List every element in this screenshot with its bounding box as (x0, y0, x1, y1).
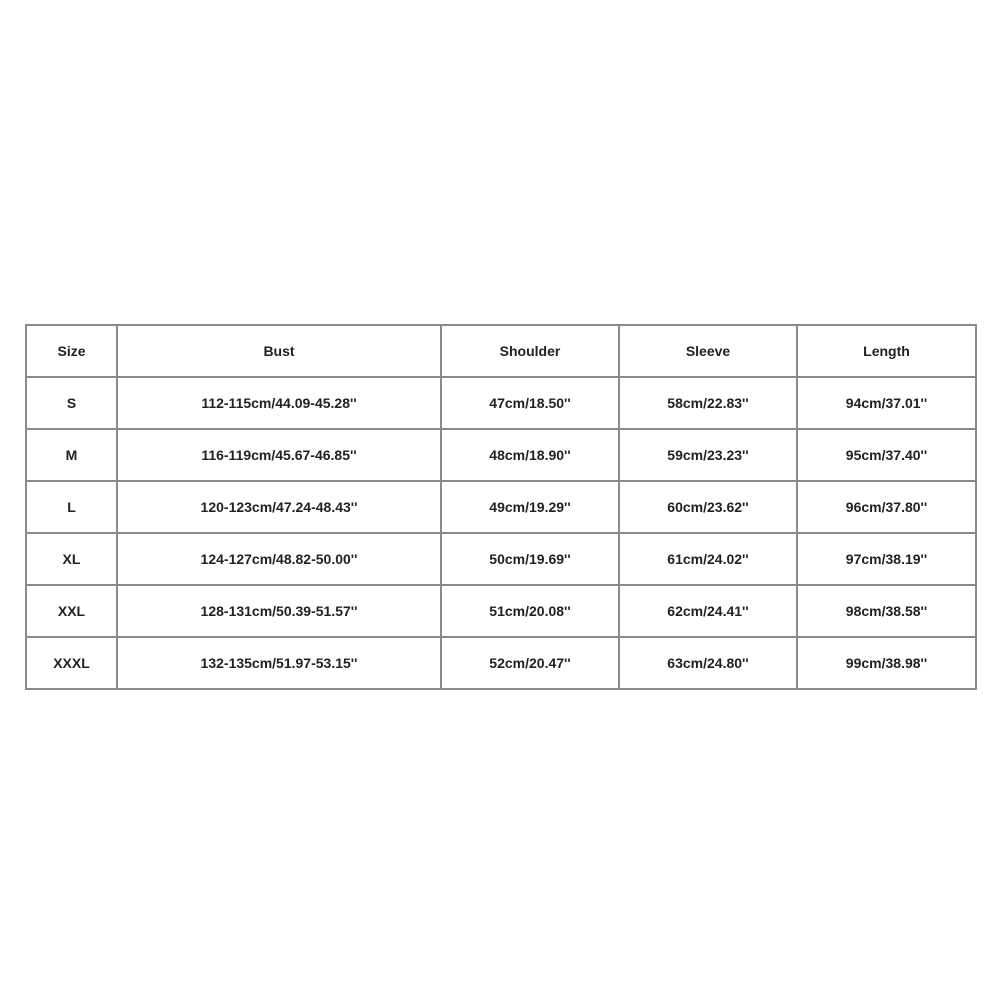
column-header-size: Size (26, 325, 117, 377)
table-row (26, 533, 976, 585)
sleeve-cell: 63cm/24.80'' (619, 637, 797, 689)
bust-cell: 120-123cm/47.24-48.43'' (117, 481, 441, 533)
size-cell: M (26, 429, 117, 481)
sleeve-cell: 60cm/23.62'' (619, 481, 797, 533)
length-cell: 96cm/37.80'' (797, 481, 976, 533)
table-row (26, 637, 976, 689)
column-header-sleeve: Sleeve (619, 325, 797, 377)
bust-cell: 124-127cm/48.82-50.00'' (117, 533, 441, 585)
length-cell: 98cm/38.58'' (797, 585, 976, 637)
table-row (26, 585, 976, 637)
column-header-shoulder: Shoulder (441, 325, 619, 377)
bust-cell: 112-115cm/44.09-45.28'' (117, 377, 441, 429)
length-cell: 95cm/37.40'' (797, 429, 976, 481)
table-row (26, 481, 976, 533)
sleeve-cell: 58cm/22.83'' (619, 377, 797, 429)
shoulder-cell: 47cm/18.50'' (441, 377, 619, 429)
bust-cell: 116-119cm/45.67-46.85'' (117, 429, 441, 481)
length-cell: 94cm/37.01'' (797, 377, 976, 429)
bust-cell: 132-135cm/51.97-53.15'' (117, 637, 441, 689)
shoulder-cell: 51cm/20.08'' (441, 585, 619, 637)
shoulder-cell: 48cm/18.90'' (441, 429, 619, 481)
bust-cell: 128-131cm/50.39-51.57'' (117, 585, 441, 637)
size-cell: XXL (26, 585, 117, 637)
table-row (26, 377, 976, 429)
sleeve-cell: 59cm/23.23'' (619, 429, 797, 481)
size-cell: S (26, 377, 117, 429)
column-header-bust: Bust (117, 325, 441, 377)
shoulder-cell: 52cm/20.47'' (441, 637, 619, 689)
column-header-length: Length (797, 325, 976, 377)
shoulder-cell: 49cm/19.29'' (441, 481, 619, 533)
size-cell: XL (26, 533, 117, 585)
sleeve-cell: 62cm/24.41'' (619, 585, 797, 637)
sleeve-cell: 61cm/24.02'' (619, 533, 797, 585)
table-header-row (26, 325, 976, 377)
length-cell: 97cm/38.19'' (797, 533, 976, 585)
table-row (26, 429, 976, 481)
size-chart-table (25, 324, 977, 690)
size-cell: XXXL (26, 637, 117, 689)
shoulder-cell: 50cm/19.69'' (441, 533, 619, 585)
size-cell: L (26, 481, 117, 533)
length-cell: 99cm/38.98'' (797, 637, 976, 689)
